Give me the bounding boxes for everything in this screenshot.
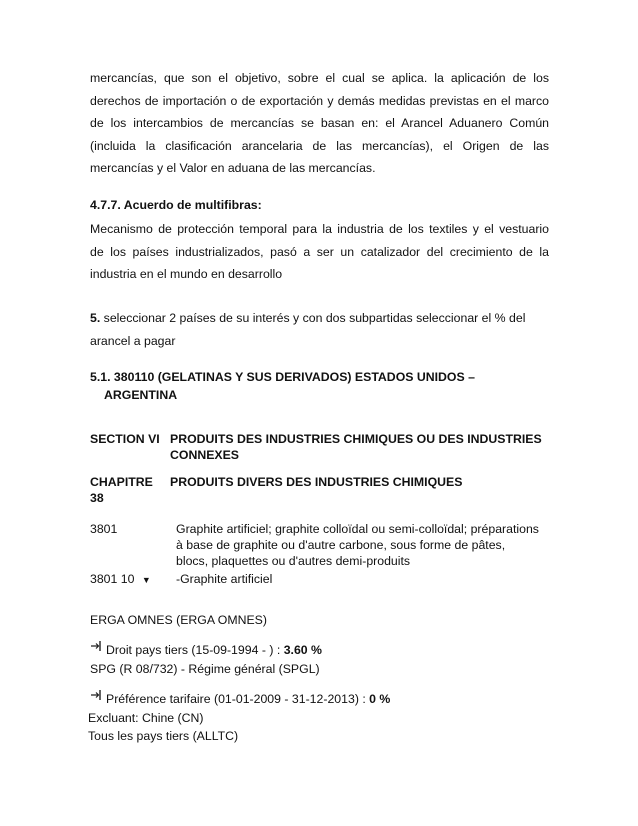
code-380110: 3801 10: [90, 572, 135, 586]
paragraph-line: derechos de importación o de exportación y demás medidas previstas en el marco: [90, 93, 549, 108]
description-line: blocs, plaquettes ou d'autres demi-produits: [176, 554, 411, 568]
chapitre-title: PRODUITS DIVERS DES INDUSTRIES CHIMIQUES: [170, 475, 463, 489]
paragraph-line: mercancías y el Valor en aduana de las mercancías.: [90, 161, 376, 176]
heading-5-1: 5.1. 380110 (GELATINAS Y SUS DERIVADOS) ESTADOS UNIDOS –: [90, 370, 475, 384]
droit-pays-tiers: [106, 643, 322, 657]
preference-tarifaire: [106, 692, 390, 706]
task-text: seleccionar 2 países de su interés y con dos subpartidas seleccionar el % del: [100, 311, 526, 325]
paragraph-line: mercancías, que son el objetivo, sobre el cual se aplica. la aplicación de los: [90, 71, 549, 85]
paragraph-line: (incluida la clasificación arancelaria de las mercancías), el Origen de las: [90, 138, 549, 153]
section-title: [170, 431, 542, 463]
excluant: Excluant: Chine (CN): [88, 711, 204, 725]
erga-omnes: ERGA OMNES (ERGA OMNES): [90, 613, 267, 627]
code-380110-description: -Graphite artificiel: [176, 572, 273, 586]
paragraph-line: de los intercambios de mercancías se basan en: el Arancel Aduanero Común: [90, 116, 549, 131]
tous-pays-tiers: Tous les pays tiers (ALLTC): [88, 729, 239, 743]
task-number: 5.: [90, 311, 101, 325]
preference-label: Préférence tarifaire (01-01-2009 - 31-12-2013) :: [106, 692, 370, 706]
section-label: SECTION VI: [90, 432, 160, 446]
indent-arrow-icon: [90, 640, 102, 652]
expand-triangle-icon[interactable]: ▼: [141, 575, 151, 585]
paragraph-line: Mecanismo de protección temporal para la industria de los textiles y el vestuario: [90, 222, 549, 236]
chapitre-label: [90, 474, 153, 506]
paragraph-line: de los países industrializados, pasó a ser un catalizador del crecimiento de la: [90, 244, 549, 259]
paragraph-line: industria en el mundo en desarrollo: [90, 267, 283, 282]
droit-label: Droit pays tiers (15-09-1994 - ) :: [106, 643, 284, 657]
heading-5-1-country: ARGENTINA: [104, 388, 178, 402]
section-title-line: PRODUITS DES INDUSTRIES CHIMIQUES OU DES INDUSTRIES: [170, 432, 542, 446]
code-3801-description: [176, 521, 539, 569]
indent-arrow-icon: [90, 689, 102, 701]
paragraph-aduana: [90, 67, 549, 180]
spg-regime: SPG (R 08/732) - Régime général (SPGL): [90, 662, 320, 676]
section-title-line: CONNEXES: [170, 448, 240, 462]
chapitre-label-line: CHAPITRE: [90, 475, 153, 489]
task-line-2: arancel a pagar: [90, 334, 176, 348]
paragraph-multifibras: [90, 218, 549, 286]
description-line: Graphite artificiel; graphite colloïdal ou semi-colloïdal; préparations: [176, 522, 539, 536]
code-3801: 3801: [90, 522, 118, 536]
heading-4-7-7: 4.7.7. Acuerdo de multifibras:: [90, 198, 262, 212]
task-line: [90, 311, 525, 325]
preference-value: 0 %: [369, 692, 391, 706]
description-line: à base de graphite ou d'autre carbone, sous forme de pâtes,: [176, 538, 506, 552]
code-380110-row[interactable]: [90, 572, 151, 586]
droit-value: 3.60 %: [283, 643, 322, 657]
chapitre-label-line: 38: [90, 491, 104, 505]
